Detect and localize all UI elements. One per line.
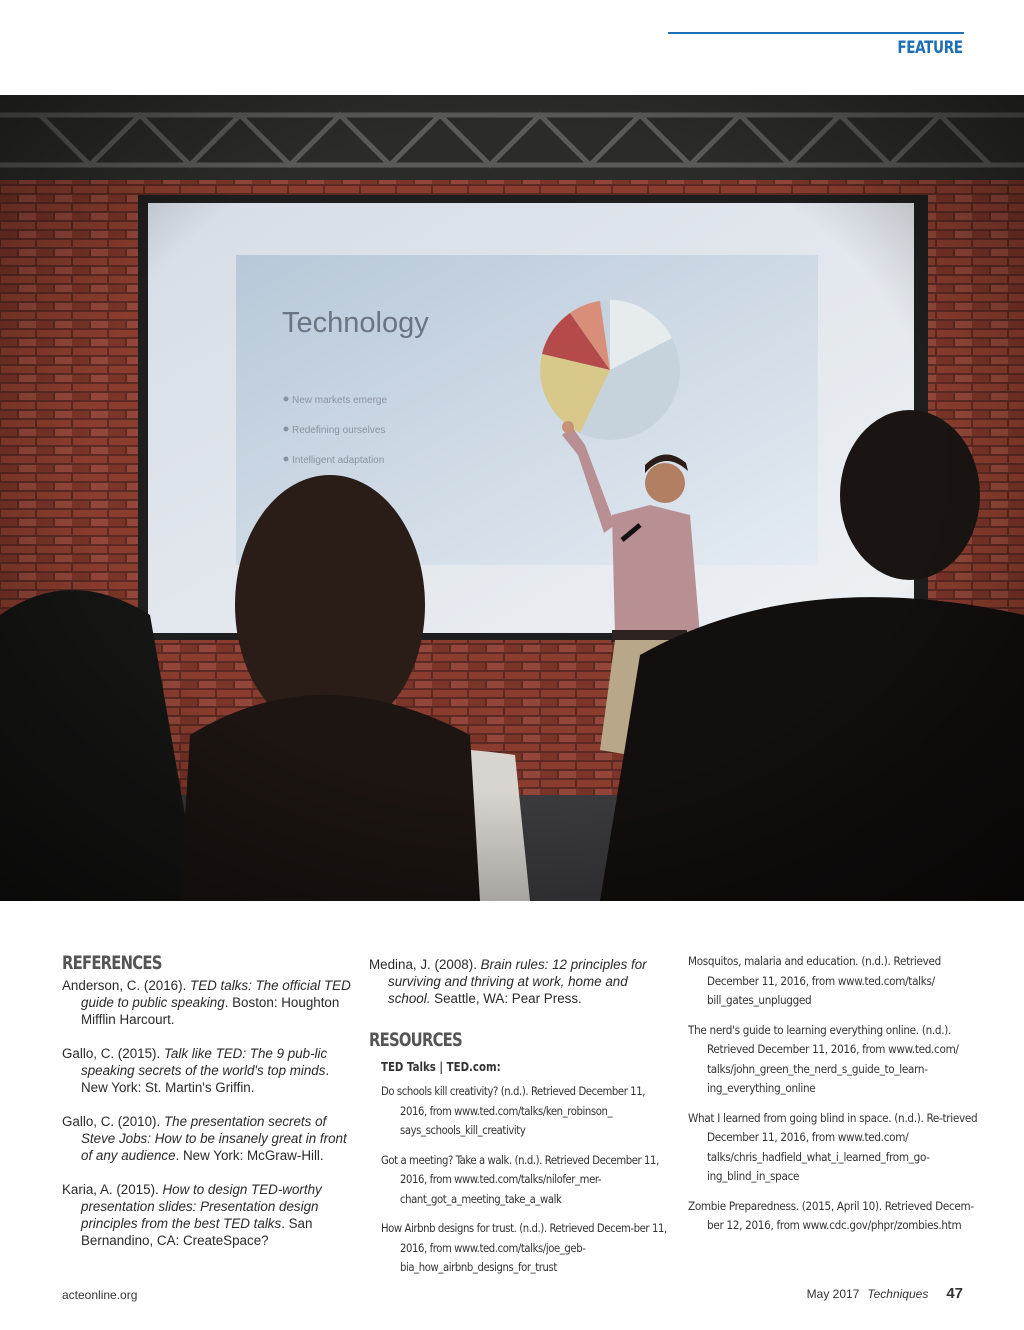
resources-heading: RESOURCES bbox=[369, 1029, 462, 1051]
references-heading: REFERENCES bbox=[62, 952, 162, 974]
section-label: FEATURE bbox=[897, 38, 963, 58]
resource-item: Do schools kill creativity? (n.d.). Retrieved December 11, 2016, from www.ted.com/talks/ken_robinson_ says_schools_kill_creativity bbox=[381, 1085, 646, 1137]
footer-issue: May 2017 bbox=[806, 1287, 860, 1301]
page-number: 47 bbox=[946, 1285, 963, 1302]
presentation-photo bbox=[0, 95, 1024, 901]
footer-magazine: Techniques bbox=[867, 1287, 929, 1301]
resources-subtitle: TED Talks | TED.com: bbox=[381, 1060, 501, 1074]
footer-info bbox=[807, 1285, 963, 1302]
resource-item: Got a meeting? Take a walk. (n.d.). Retrieved December 11, 2016, from www.ted.com/talks/nilofer_mer-chant_got_a_meeting_take_a_walk bbox=[381, 1153, 659, 1206]
reference-item: Anderson, C. (2016). TED talks: The official TED guide to public speaking. Boston: Houghton Mifflin Harcourt. bbox=[62, 978, 351, 1027]
resource-item: Zombie Preparedness. (2015, April 10). Retrieved Decem-ber 12, 2016, from www.cdc.gov/phpr/zombies.htm bbox=[688, 1198, 974, 1232]
resource-item: Mosquitos, malaria and education. (n.d.). Retrieved December 11, 2016, from www.ted.com/talks/ bill_gates_unplugged bbox=[688, 954, 941, 1007]
resources-column bbox=[688, 952, 978, 1246]
resource-item: The nerd's guide to learning everything online. (n.d.). Retrieved December 11, 2016, from www.ted.com/ talks/john_green_the_nerd_s_guide_to_learn-ing_everything_online bbox=[688, 1022, 959, 1095]
footer-site: acteonline.org bbox=[62, 1288, 138, 1302]
header-rule bbox=[668, 32, 964, 34]
references-column bbox=[62, 952, 352, 1266]
resource-item: How Airbnb designs for trust. (n.d.). Retrieved Decem-ber 11, 2016, from www.ted.com/talks/joe_geb-bia_how_airbnb_designs_for_trust bbox=[381, 1222, 667, 1274]
reference-item: Karia, A. (2015). How to design TED-worthy presentation slides: Presentation design principles from the best TED talks. San Bernandino, CA: CreateSpace? bbox=[62, 1182, 322, 1248]
resource-item: What I learned from going blind in space. (n.d.). Re-trieved December 11, 2016, from www.ted.com/ talks/chris_hadfield_what_i_learned_from_go-ing_blind_in_space bbox=[688, 1110, 978, 1183]
reference-item: Medina, J. (2008). Brain rules: 12 principles for surviving and thriving at work, home and school. Seattle, WA: Pear Press. bbox=[369, 957, 647, 1006]
reference-item: Gallo, C. (2015). Talk like TED: The 9 pub-lic speaking secrets of the world's top minds. New York: St. Martin's Griffin. bbox=[62, 1046, 330, 1095]
middle-column bbox=[369, 956, 669, 1288]
reference-item: Gallo, C. (2010). The presentation secrets of Steve Jobs: How to be insanely great in front of any audience. New York: McGraw-Hill. bbox=[62, 1114, 347, 1163]
